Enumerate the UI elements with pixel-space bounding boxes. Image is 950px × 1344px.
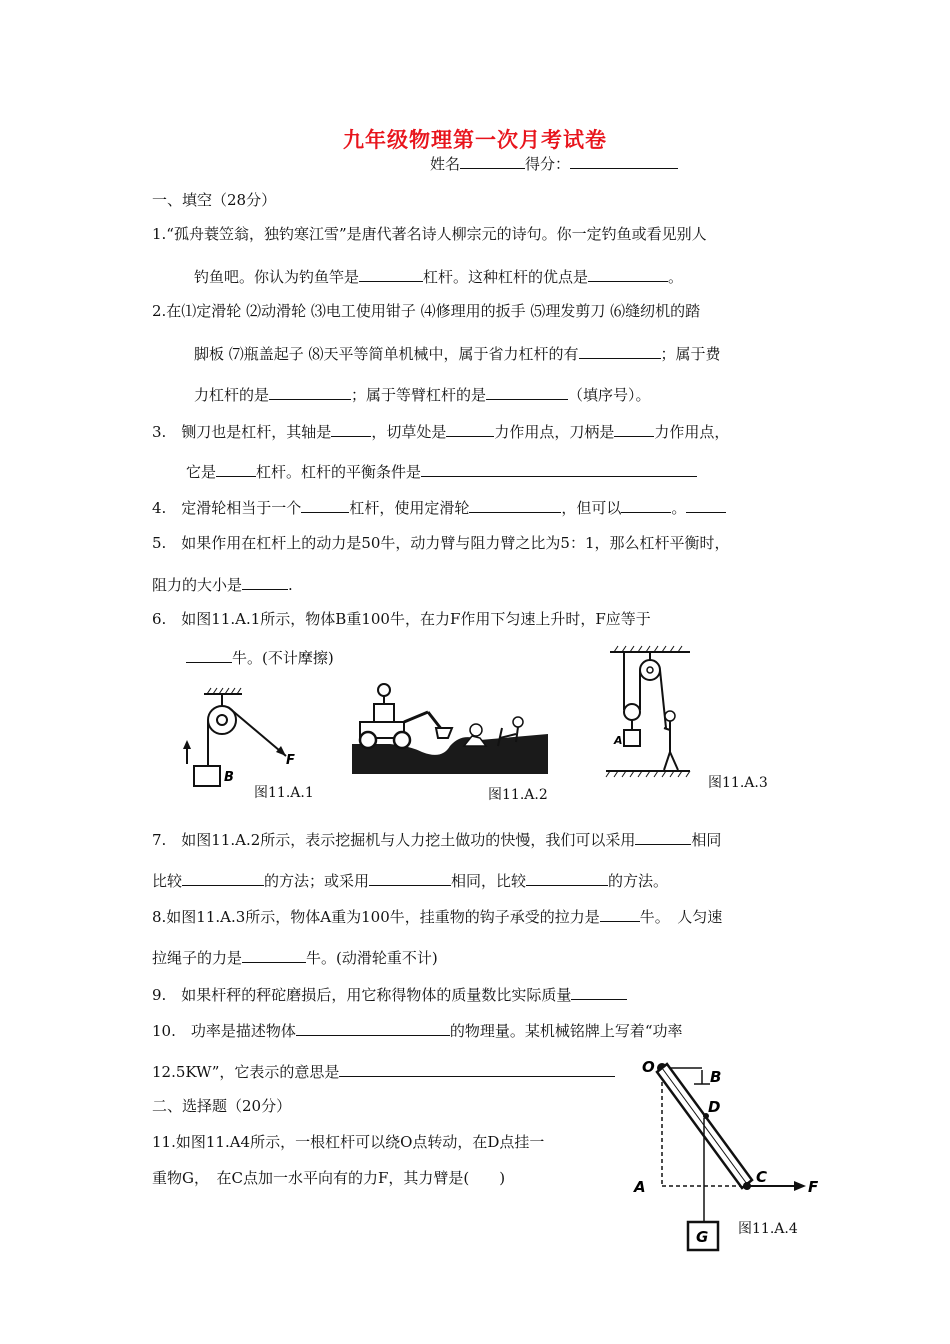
q2-text-e: （填序号）。 <box>568 386 651 404</box>
q4-blank-1[interactable] <box>301 496 349 513</box>
figure-11a3 <box>604 644 694 778</box>
q3-text-d: 力作用点， <box>654 423 730 441</box>
fig4-caption: 图11.A.4 <box>738 1221 798 1237</box>
q3-blank-1[interactable] <box>331 420 371 437</box>
q4-text-a: 4. 定滑轮相当于一个 <box>152 499 302 517</box>
fig4-label-b: B <box>710 1068 722 1086</box>
q7-text-e: 相同，比较 <box>451 872 527 890</box>
q3-text-c: 力作用点，刀柄是 <box>494 423 615 441</box>
q9-text: 9. 如果杆秤的秤砣磨损后，用它称得物体的质量数比实际质量 <box>152 986 572 1004</box>
q1-text-c: 。 <box>668 268 684 286</box>
q1-blank-2[interactable] <box>588 265 668 282</box>
q7-blank-2[interactable] <box>182 869 264 886</box>
q4-blank-2[interactable] <box>469 496 561 513</box>
figure-11a2 <box>350 682 550 777</box>
score-label: 得分： <box>525 155 571 173</box>
q3-text-f: 杠杆。杠杆的平衡条件是 <box>256 463 422 481</box>
q8-text-d: 牛。(动滑轮重不计) <box>306 949 438 967</box>
q2-blank-1[interactable] <box>579 342 661 359</box>
q10-blank-2[interactable] <box>339 1060 615 1077</box>
q3-blank-5[interactable] <box>421 460 697 477</box>
fig3-label-a: A <box>614 734 623 747</box>
fig4-label-g: G <box>696 1228 709 1246</box>
q10-blank-1[interactable] <box>296 1019 450 1036</box>
q7-blank-3[interactable] <box>369 869 451 886</box>
q8-text-b: 牛。 人匀速 <box>639 908 723 926</box>
q4-text-b: 杠杆，使用定滑轮 <box>349 499 470 517</box>
q5-text-b: . <box>288 576 293 594</box>
q4-blank-3[interactable] <box>621 496 671 513</box>
q11-line1: 11.如图11.A4所示，一根杠杆可以绕O点转动，在D点挂一 <box>152 1133 545 1151</box>
q1-blank-1[interactable] <box>359 265 423 282</box>
q4-blank-4[interactable] <box>686 496 726 513</box>
name-score-line <box>430 152 678 174</box>
q3-text-b: ，切草处是 <box>371 423 447 441</box>
q10-text-c: 12.5KW”，它表示的意思是 <box>152 1063 340 1081</box>
q4-text-d: 。 <box>671 499 687 517</box>
q2-text-b: ；属于费 <box>660 345 721 363</box>
fig4-label-f: F <box>808 1178 819 1196</box>
fig1-label-b: B <box>224 770 234 785</box>
q7-text-d: 的方法；或采用 <box>264 872 370 890</box>
q10-text-b: 的物理量。某机械铭牌上写着“功率 <box>449 1022 683 1040</box>
q7-line2 <box>152 869 668 891</box>
q5-line1: 5. 如果作用在杠杆上的动力是50牛，动力臂与阻力臂之比为5：1，那么杠杆平衡时， <box>152 534 730 552</box>
q1-line1: 1.“孤舟蓑笠翁，独钓寒江雪”是唐代著名诗人柳宗元的诗句。你一定钓鱼或看见别人 <box>152 225 707 243</box>
q7-blank-1[interactable] <box>635 828 691 845</box>
q11-line2: 重物G， 在C点加一水平向有的力F，其力臂是( ) <box>152 1169 506 1187</box>
q8-text-c: 拉绳子的力是 <box>152 949 243 967</box>
q1-text-b: 杠杆。这种杠杆的优点是 <box>423 268 589 286</box>
q2-text-d: ；属于等臂杠杆的是 <box>351 386 487 404</box>
fig3-caption: 图11.A.3 <box>708 775 768 791</box>
q10-text-a: 10. 功率是描述物体 <box>152 1022 296 1040</box>
q10-line2 <box>152 1060 615 1082</box>
fig4-label-d: D <box>708 1098 721 1116</box>
q4-line <box>152 496 726 518</box>
q3-blank-3[interactable] <box>614 420 654 437</box>
q9-line <box>152 983 627 1005</box>
fig1-caption: 图11.A.1 <box>254 785 314 801</box>
q2-line2 <box>194 342 721 364</box>
q6-text: 牛。(不计摩擦) <box>232 649 334 667</box>
q7-text-c: 比较 <box>152 872 183 890</box>
q5-text-a: 阻力的大小是 <box>152 576 243 594</box>
q5-line2 <box>152 573 293 595</box>
q7-blank-4[interactable] <box>526 869 608 886</box>
q8-text-a: 8.如图11.A.3所示，物体A重为100牛，挂重物的钩子承受的拉力是 <box>152 908 600 926</box>
q3-line2 <box>186 460 697 482</box>
q3-line1 <box>152 420 729 442</box>
fig4-label-c: C <box>756 1168 768 1186</box>
score-blank[interactable] <box>570 152 678 169</box>
q6-blank[interactable] <box>186 646 232 663</box>
q3-text-a: 3. 铡刀也是杠杆，其轴是 <box>152 423 332 441</box>
q6-line2 <box>186 646 334 668</box>
q3-blank-4[interactable] <box>216 460 256 477</box>
name-blank[interactable] <box>460 152 525 169</box>
q10-line1 <box>152 1019 683 1041</box>
q2-text-a: 脚板 ⑺瓶盖起子 ⑻天平等简单机械中，属于省力杠杆的有 <box>194 345 579 363</box>
q8-line1 <box>152 905 722 927</box>
fig1-label-f: F <box>286 753 295 768</box>
section-choice: 二、选择题（20分） <box>152 1097 292 1115</box>
q5-blank[interactable] <box>242 573 288 590</box>
fig2-caption: 图11.A.2 <box>488 787 548 803</box>
q2-text-c: 力杠杆的是 <box>194 386 270 404</box>
name-label: 姓名 <box>430 155 461 173</box>
q8-line2 <box>152 946 438 968</box>
q7-text-b: 相同 <box>691 831 722 849</box>
q9-blank[interactable] <box>571 983 627 1000</box>
exam-title: 九年级物理第一次月考试卷 <box>343 128 607 152</box>
q2-line1: 2.在⑴定滑轮 ⑵动滑轮 ⑶电工使用钳子 ⑷修理用的扳手 ⑸理发剪刀 ⑹缝纫机的踏 <box>152 302 701 320</box>
q2-blank-3[interactable] <box>486 383 568 400</box>
q3-text-e: 它是 <box>186 463 217 481</box>
q7-text-a: 7. 如图11.A.2所示，表示挖掘机与人力挖土做功的快慢，我们可以采用 <box>152 831 636 849</box>
section-fill-in: 一、填空（28分） <box>152 191 277 209</box>
q6-line1: 6. 如图11.A.1所示，物体B重100牛，在力F作用下匀速上升时，F应等于 <box>152 610 651 628</box>
figure-11a4 <box>628 1052 828 1258</box>
figure-11a1 <box>180 684 300 790</box>
q7-text-f: 的方法。 <box>608 872 669 890</box>
q1-text-a: 钓鱼吧。你认为钓鱼竿是 <box>194 268 360 286</box>
q1-line2 <box>194 265 683 287</box>
q2-line3 <box>194 383 651 405</box>
q2-blank-2[interactable] <box>269 383 351 400</box>
fig4-label-o: O <box>642 1058 655 1076</box>
q7-line1 <box>152 828 721 850</box>
q3-blank-2[interactable] <box>446 420 494 437</box>
fig4-label-a: A <box>634 1178 646 1196</box>
q4-text-c: ，但可以 <box>561 499 622 517</box>
q8-blank-2[interactable] <box>242 946 306 963</box>
q8-blank-1[interactable] <box>600 905 640 922</box>
